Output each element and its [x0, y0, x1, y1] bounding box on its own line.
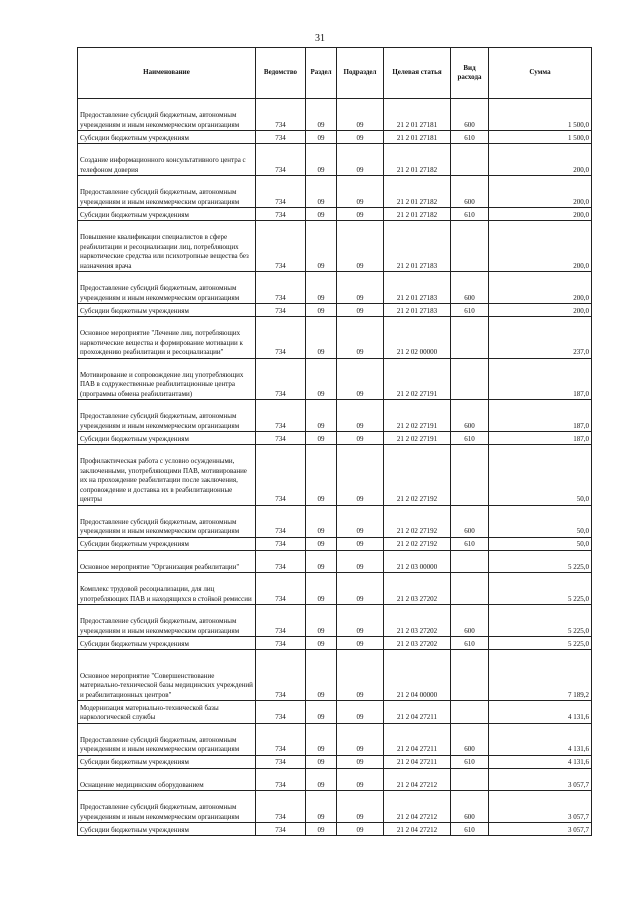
cell-podrazdel: 09 [337, 176, 384, 208]
cell-vedomstvo: 734 [256, 701, 306, 724]
cell-name: Предоставление субсидий бюджетным, автономным учреждениям и иным некоммерческим организациям [78, 400, 256, 432]
cell-name: Основное мероприятие "Лечение лиц, потребляющих наркотические вещества и формирование мотивации к прохождению реабилитации и ресоциализации" [78, 317, 256, 359]
cell-vid-rashoda: 600 [451, 400, 489, 432]
cell-podrazdel: 09 [337, 131, 384, 144]
cell-summa: 200,0 [489, 176, 592, 208]
cell-vedomstvo: 734 [256, 445, 306, 506]
cell-podrazdel: 09 [337, 791, 384, 823]
table-row [78, 358, 592, 400]
cell-podrazdel: 09 [337, 537, 384, 550]
cell-razdel: 09 [306, 432, 337, 445]
cell-name: Основное мероприятие "Организация реабилитации" [78, 550, 256, 573]
header-summa: Сумма [489, 48, 592, 99]
cell-razdel: 09 [306, 768, 337, 791]
cell-summa: 200,0 [489, 272, 592, 304]
cell-summa: 4 131,6 [489, 755, 592, 768]
cell-vedomstvo: 734 [256, 400, 306, 432]
cell-name: Повышение квалификации специалистов в сфере реабилитации и ресоциализации лиц, потребляющих наркотические средства или психотропные вещества без назначения врача [78, 221, 256, 272]
cell-celevaya-statya: 21 2 02 27191 [384, 400, 451, 432]
cell-celevaya-statya: 21 2 03 27202 [384, 605, 451, 637]
cell-vid-rashoda: 610 [451, 131, 489, 144]
cell-razdel: 09 [306, 537, 337, 550]
cell-vid-rashoda: 600 [451, 505, 489, 537]
cell-celevaya-statya: 21 2 03 27202 [384, 573, 451, 605]
cell-celevaya-statya: 21 2 02 27191 [384, 358, 451, 400]
cell-vid-rashoda: 610 [451, 432, 489, 445]
cell-name: Субсидии бюджетным учреждениям [78, 637, 256, 650]
cell-summa: 1 500,0 [489, 131, 592, 144]
cell-celevaya-statya: 21 2 01 27182 [384, 144, 451, 176]
cell-podrazdel: 09 [337, 445, 384, 506]
cell-podrazdel: 09 [337, 823, 384, 836]
cell-summa: 5 225,0 [489, 605, 592, 637]
table-row [78, 445, 592, 506]
cell-podrazdel: 09 [337, 358, 384, 400]
cell-celevaya-statya: 21 2 02 27191 [384, 432, 451, 445]
table-row [78, 99, 592, 131]
table-row [78, 537, 592, 550]
cell-vedomstvo: 734 [256, 791, 306, 823]
cell-razdel: 09 [306, 358, 337, 400]
table-row [78, 505, 592, 537]
cell-podrazdel: 09 [337, 637, 384, 650]
table-row [78, 208, 592, 221]
cell-summa: 50,0 [489, 537, 592, 550]
cell-razdel: 09 [306, 99, 337, 131]
cell-name: Субсидии бюджетным учреждениям [78, 755, 256, 768]
cell-podrazdel: 09 [337, 755, 384, 768]
cell-name: Предоставление субсидий бюджетным, автономным учреждениям и иным некоммерческим организациям [78, 99, 256, 131]
table-row [78, 221, 592, 272]
cell-razdel: 09 [306, 505, 337, 537]
cell-razdel: 09 [306, 701, 337, 724]
cell-razdel: 09 [306, 221, 337, 272]
cell-razdel: 09 [306, 573, 337, 605]
cell-razdel: 09 [306, 445, 337, 506]
table-row [78, 650, 592, 701]
cell-vid-rashoda: 610 [451, 537, 489, 550]
cell-razdel: 09 [306, 272, 337, 304]
cell-summa: 5 225,0 [489, 637, 592, 650]
cell-name: Субсидии бюджетным учреждениям [78, 823, 256, 836]
cell-summa: 7 189,2 [489, 650, 592, 701]
table-row [78, 304, 592, 317]
cell-razdel: 09 [306, 755, 337, 768]
cell-celevaya-statya: 21 2 04 27212 [384, 791, 451, 823]
cell-vedomstvo: 734 [256, 358, 306, 400]
cell-name: Мотивирование и сопровождение лиц употребляющих ПАВ в содружественные реабилитационные центра (программы обмена реабилитантами) [78, 358, 256, 400]
table-row [78, 550, 592, 573]
cell-summa: 3 057,7 [489, 768, 592, 791]
cell-celevaya-statya: 21 2 02 00000 [384, 317, 451, 359]
cell-vedomstvo: 734 [256, 272, 306, 304]
cell-vid-rashoda [451, 445, 489, 506]
table-header-row [78, 48, 592, 99]
cell-name: Оснащение медицинским оборудованием [78, 768, 256, 791]
cell-name: Субсидии бюджетным учреждениям [78, 208, 256, 221]
cell-summa: 3 057,7 [489, 823, 592, 836]
cell-summa: 4 131,6 [489, 723, 592, 755]
cell-razdel: 09 [306, 131, 337, 144]
cell-celevaya-statya: 21 2 01 27182 [384, 176, 451, 208]
cell-summa: 200,0 [489, 144, 592, 176]
table-row [78, 400, 592, 432]
cell-name: Субсидии бюджетным учреждениям [78, 304, 256, 317]
cell-celevaya-statya: 21 2 04 27212 [384, 823, 451, 836]
cell-celevaya-statya: 21 2 04 00000 [384, 650, 451, 701]
cell-summa: 200,0 [489, 208, 592, 221]
cell-vedomstvo: 734 [256, 605, 306, 637]
cell-podrazdel: 09 [337, 99, 384, 131]
cell-vid-rashoda [451, 573, 489, 605]
table-row [78, 432, 592, 445]
cell-vid-rashoda: 600 [451, 791, 489, 823]
cell-podrazdel: 09 [337, 550, 384, 573]
table-row [78, 573, 592, 605]
table-row [78, 176, 592, 208]
cell-name: Предоставление субсидий бюджетным, автономным учреждениям и иным некоммерческим организациям [78, 176, 256, 208]
cell-name: Предоставление субсидий бюджетным, автономным учреждениям и иным некоммерческим организациям [78, 605, 256, 637]
cell-vedomstvo: 734 [256, 755, 306, 768]
cell-name: Создание информационного консультативного центра с телефоном доверия [78, 144, 256, 176]
cell-razdel: 09 [306, 400, 337, 432]
cell-razdel: 09 [306, 650, 337, 701]
cell-vedomstvo: 734 [256, 99, 306, 131]
cell-vid-rashoda: 600 [451, 605, 489, 637]
cell-podrazdel: 09 [337, 723, 384, 755]
cell-vedomstvo: 734 [256, 505, 306, 537]
cell-summa: 50,0 [489, 505, 592, 537]
cell-name: Комплекс трудовой ресоциализации, для лиц употребляющих ПАВ и находящихся в стойкой ремиссии [78, 573, 256, 605]
page-number: 31 [315, 33, 325, 44]
cell-razdel: 09 [306, 823, 337, 836]
cell-celevaya-statya: 21 2 04 27211 [384, 701, 451, 724]
cell-vid-rashoda: 600 [451, 176, 489, 208]
cell-name: Субсидии бюджетным учреждениям [78, 432, 256, 445]
cell-celevaya-statya: 21 2 04 27212 [384, 768, 451, 791]
table-row [78, 791, 592, 823]
table-row [78, 755, 592, 768]
cell-vid-rashoda: 600 [451, 723, 489, 755]
cell-podrazdel: 09 [337, 317, 384, 359]
cell-summa: 187,0 [489, 432, 592, 445]
cell-vedomstvo: 734 [256, 317, 306, 359]
cell-razdel: 09 [306, 304, 337, 317]
budget-table [77, 47, 592, 836]
cell-summa: 200,0 [489, 221, 592, 272]
table-row [78, 768, 592, 791]
cell-razdel: 09 [306, 791, 337, 823]
cell-podrazdel: 09 [337, 605, 384, 637]
cell-podrazdel: 09 [337, 650, 384, 701]
table-row [78, 131, 592, 144]
cell-razdel: 09 [306, 723, 337, 755]
cell-vedomstvo: 734 [256, 637, 306, 650]
cell-podrazdel: 09 [337, 400, 384, 432]
cell-celevaya-statya: 21 2 01 27182 [384, 208, 451, 221]
cell-podrazdel: 09 [337, 573, 384, 605]
table-row [78, 144, 592, 176]
cell-razdel: 09 [306, 208, 337, 221]
cell-vedomstvo: 734 [256, 573, 306, 605]
cell-vid-rashoda: 600 [451, 99, 489, 131]
cell-razdel: 09 [306, 605, 337, 637]
cell-podrazdel: 09 [337, 304, 384, 317]
cell-razdel: 09 [306, 550, 337, 573]
cell-vid-rashoda [451, 701, 489, 724]
cell-vedomstvo: 734 [256, 537, 306, 550]
cell-razdel: 09 [306, 176, 337, 208]
cell-vid-rashoda: 610 [451, 637, 489, 650]
cell-vid-rashoda: 610 [451, 208, 489, 221]
cell-razdel: 09 [306, 317, 337, 359]
cell-celevaya-statya: 21 2 01 27183 [384, 221, 451, 272]
cell-summa: 5 225,0 [489, 550, 592, 573]
cell-podrazdel: 09 [337, 701, 384, 724]
cell-summa: 237,0 [489, 317, 592, 359]
cell-name: Основное мероприятие "Совершенствование материально-технической базы медицинских учреждений и реабилитационных центров" [78, 650, 256, 701]
cell-podrazdel: 09 [337, 208, 384, 221]
cell-vedomstvo: 734 [256, 650, 306, 701]
cell-celevaya-statya: 21 2 04 27211 [384, 755, 451, 768]
cell-summa: 200,0 [489, 304, 592, 317]
cell-celevaya-statya: 21 2 02 27192 [384, 505, 451, 537]
cell-celevaya-statya: 21 2 04 27211 [384, 723, 451, 755]
cell-vedomstvo: 734 [256, 131, 306, 144]
cell-celevaya-statya: 21 2 03 00000 [384, 550, 451, 573]
cell-vid-rashoda: 610 [451, 823, 489, 836]
cell-vid-rashoda [451, 144, 489, 176]
table-row [78, 605, 592, 637]
cell-vid-rashoda: 610 [451, 304, 489, 317]
cell-podrazdel: 09 [337, 505, 384, 537]
cell-razdel: 09 [306, 637, 337, 650]
cell-summa: 187,0 [489, 400, 592, 432]
cell-name: Предоставление субсидий бюджетным, автономным учреждениям и иным некоммерческим организациям [78, 791, 256, 823]
cell-vedomstvo: 734 [256, 176, 306, 208]
cell-vedomstvo: 734 [256, 208, 306, 221]
table-row [78, 701, 592, 724]
cell-podrazdel: 09 [337, 768, 384, 791]
header-razdel: Раздел [306, 48, 337, 99]
cell-name: Модернизация материально-технической базы наркологической службы [78, 701, 256, 724]
cell-vid-rashoda [451, 650, 489, 701]
cell-celevaya-statya: 21 2 01 27181 [384, 99, 451, 131]
cell-vid-rashoda: 610 [451, 755, 489, 768]
header-vid-rashoda: Вид расхода [451, 48, 489, 99]
table-row [78, 637, 592, 650]
table-row [78, 723, 592, 755]
cell-podrazdel: 09 [337, 144, 384, 176]
cell-vedomstvo: 734 [256, 723, 306, 755]
header-name: Наименование [78, 48, 256, 99]
cell-name: Субсидии бюджетным учреждениям [78, 131, 256, 144]
cell-vid-rashoda [451, 358, 489, 400]
table-body [78, 99, 592, 836]
cell-summa: 1 500,0 [489, 99, 592, 131]
cell-podrazdel: 09 [337, 221, 384, 272]
cell-name: Предоставление субсидий бюджетным, автономным учреждениям и иным некоммерческим организациям [78, 723, 256, 755]
cell-podrazdel: 09 [337, 272, 384, 304]
cell-summa: 5 225,0 [489, 573, 592, 605]
cell-vedomstvo: 734 [256, 221, 306, 272]
table-row [78, 823, 592, 836]
table-row [78, 317, 592, 359]
table-row [78, 272, 592, 304]
cell-podrazdel: 09 [337, 432, 384, 445]
cell-summa: 187,0 [489, 358, 592, 400]
cell-vedomstvo: 734 [256, 550, 306, 573]
cell-celevaya-statya: 21 2 01 27181 [384, 131, 451, 144]
cell-vid-rashoda [451, 550, 489, 573]
cell-celevaya-statya: 21 2 02 27192 [384, 445, 451, 506]
cell-vid-rashoda [451, 768, 489, 791]
cell-razdel: 09 [306, 144, 337, 176]
cell-celevaya-statya: 21 2 03 27202 [384, 637, 451, 650]
header-celevaya-statya: Целевая статья [384, 48, 451, 99]
cell-vid-rashoda [451, 221, 489, 272]
cell-vedomstvo: 734 [256, 144, 306, 176]
cell-vid-rashoda: 600 [451, 272, 489, 304]
cell-vedomstvo: 734 [256, 304, 306, 317]
cell-celevaya-statya: 21 2 01 27183 [384, 304, 451, 317]
cell-name: Предоставление субсидий бюджетным, автономным учреждениям и иным некоммерческим организациям [78, 272, 256, 304]
header-vedomstvo: Ведомство [256, 48, 306, 99]
cell-celevaya-statya: 21 2 01 27183 [384, 272, 451, 304]
cell-name: Субсидии бюджетным учреждениям [78, 537, 256, 550]
cell-vedomstvo: 734 [256, 823, 306, 836]
cell-name: Предоставление субсидий бюджетным, автономным учреждениям и иным некоммерческим организациям [78, 505, 256, 537]
cell-vedomstvo: 734 [256, 768, 306, 791]
cell-vedomstvo: 734 [256, 432, 306, 445]
cell-summa: 4 131,6 [489, 701, 592, 724]
cell-name: Профилактическая работа с условно осужденными, заключенными, употребляющими ПАВ, мотивирование их на прохождение реабилитации после заключения, сопровождение и доставка их в реабилитационные центры [78, 445, 256, 506]
cell-summa: 3 057,7 [489, 791, 592, 823]
header-podrazdel: Подраздел [337, 48, 384, 99]
cell-vid-rashoda [451, 317, 489, 359]
cell-summa: 50,0 [489, 445, 592, 506]
cell-celevaya-statya: 21 2 02 27192 [384, 537, 451, 550]
